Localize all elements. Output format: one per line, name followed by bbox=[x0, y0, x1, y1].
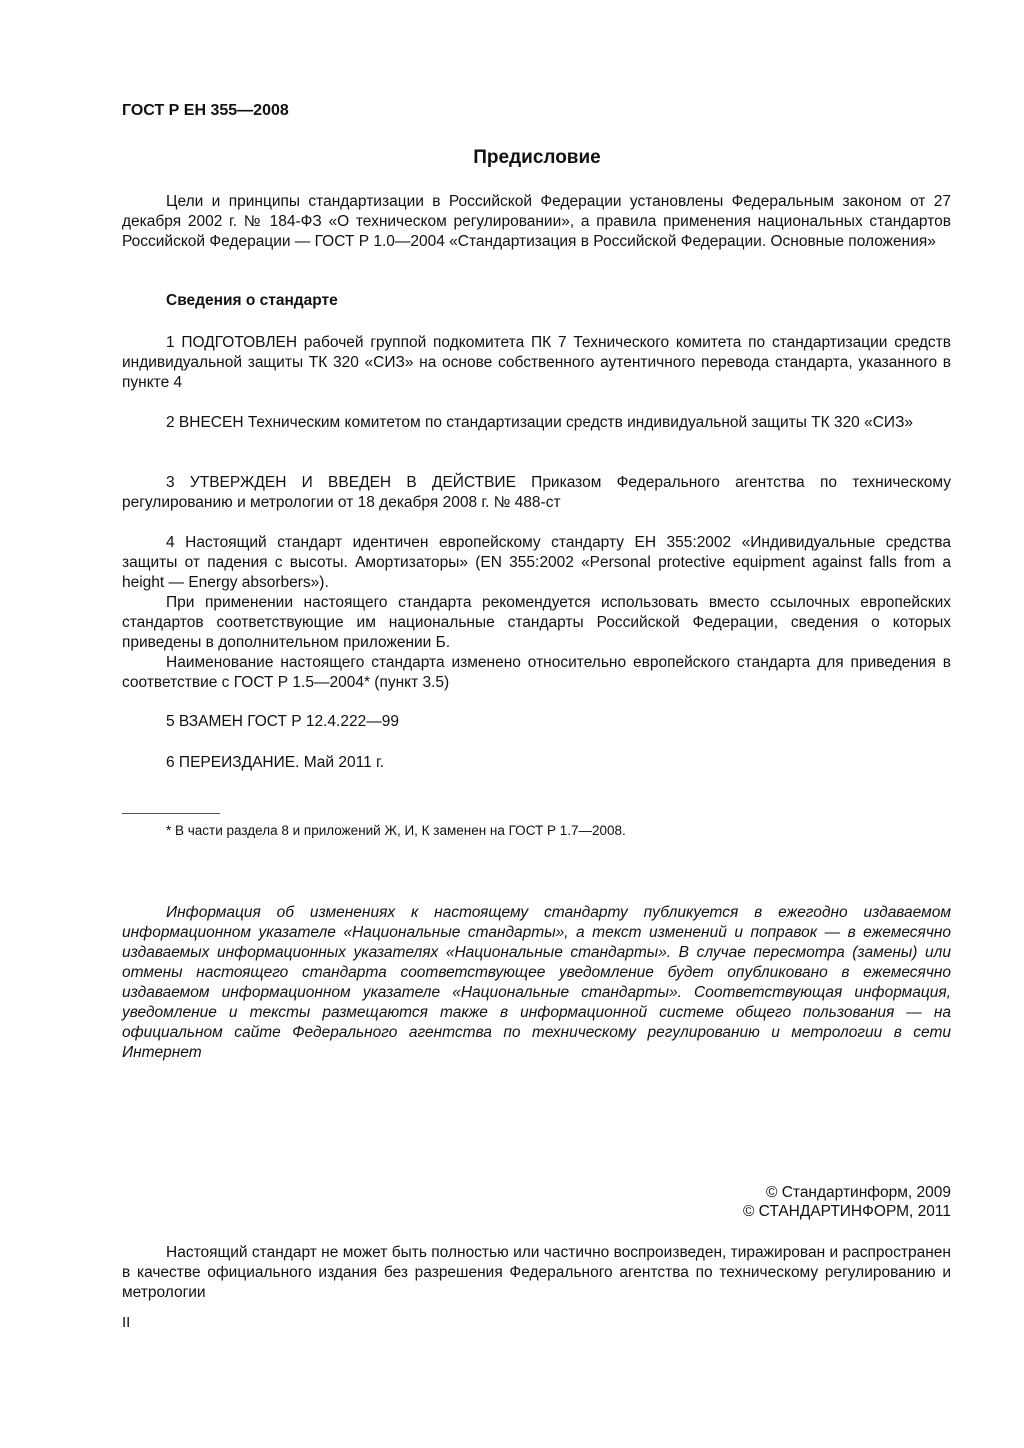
intro-paragraph: Цели и принципы стандартизации в Российской Федерации установлены Федеральным законом от 27 декабря 2002 г. № 184-ФЗ «О техническом регулировании», а правила применения национальных стандартов Российской Федерации — ГОСТ Р 1.0—2004 «Стандартизация в Российской Федерации. Основные положения» bbox=[122, 193, 951, 250]
section-heading: Сведения о стандарте bbox=[166, 292, 338, 309]
item-references-note: При применении настоящего стандарта рекомендуется использовать вместо ссылочных европейских стандартов соответствующие им национальные стандарты Российской Федерации, сведения о которых приведены в дополнительном приложении Б. bbox=[122, 594, 951, 651]
item-approved: 3 УТВЕРЖДЕН И ВВЕДЕН В ДЕЙСТВИЕ Приказом Федерального агентства по техническому регулированию и метрологии от 18 декабря 2008 г. № 488-ст bbox=[122, 474, 951, 511]
item-introduced: 2 ВНЕСЕН Техническим комитетом по стандартизации средств индивидуальной защиты ТК 320 «СИЗ» bbox=[166, 414, 914, 431]
reproduction-notice: Настоящий стандарт не может быть полностью или частично воспроизведен, тиражирован и распространен в качестве официального издания без разрешения Федерального агентства по техническому регулированию и метрологии bbox=[122, 1244, 951, 1301]
copyright-2009: © Стандартинформ, 2009 bbox=[765, 1184, 951, 1201]
copyright-2011: © СТАНДАРТИНФОРМ, 2011 bbox=[742, 1203, 951, 1220]
item-prepared: 1 ПОДГОТОВЛЕН рабочей группой подкомитета ПК 7 Технического комитета по стандартизации средств индивидуальной защиты ТК 320 «СИЗ» на основе собственного аутентичного перевода стандарта, указанного в пункте 4 bbox=[122, 334, 951, 391]
item-identical: 4 Настоящий стандарт идентичен европейскому стандарту ЕН 355:2002 «Индивидуальные средства защиты от падения с высоты. Амортизаторы» (EN 355:2002 «Personal protective equipment against falls from a height — Energy absorbers»). bbox=[122, 534, 951, 591]
document-code-header: ГОСТ Р ЕН 355—2008 bbox=[122, 102, 289, 119]
footnote-divider bbox=[122, 813, 220, 814]
page-title: Предисловие bbox=[473, 147, 601, 168]
item-replaces: 5 ВЗАМЕН ГОСТ Р 12.4.222—99 bbox=[166, 713, 399, 730]
information-notice: Информация об изменениях к настоящему стандарту публикуется в ежегодно издаваемом информационном указателе «Национальные стандарты», а текст изменений и поправок — в ежемесячно издаваемых информационных указателях «Национальные стандарты». В случае пересмотра (замены) или отмены настоящего стандарта соответствующее уведомление будет опубликовано в ежемесячно издаваемом информационном указателе «Национальные стандарты». Соответствующая информация, уведомление и тексты размещаются также в информационной системе общего пользования — на официальном сайте Федерального агентства по техническому регулированию и метрологии в сети Интернет bbox=[122, 904, 951, 1061]
footnote: * В части раздела 8 и приложений Ж, И, К заменен на ГОСТ Р 1.7—2008. bbox=[166, 823, 626, 838]
page-number: II bbox=[122, 1314, 131, 1331]
item-title-change-note: Наименование настоящего стандарта изменено относительно европейского стандарта для приведения в соответствие с ГОСТ Р 1.5—2004* (пункт 3.5) bbox=[122, 654, 951, 691]
item-reissue: 6 ПЕРЕИЗДАНИЕ. Май 2011 г. bbox=[166, 754, 385, 771]
item-identity-block bbox=[122, 533, 951, 693]
